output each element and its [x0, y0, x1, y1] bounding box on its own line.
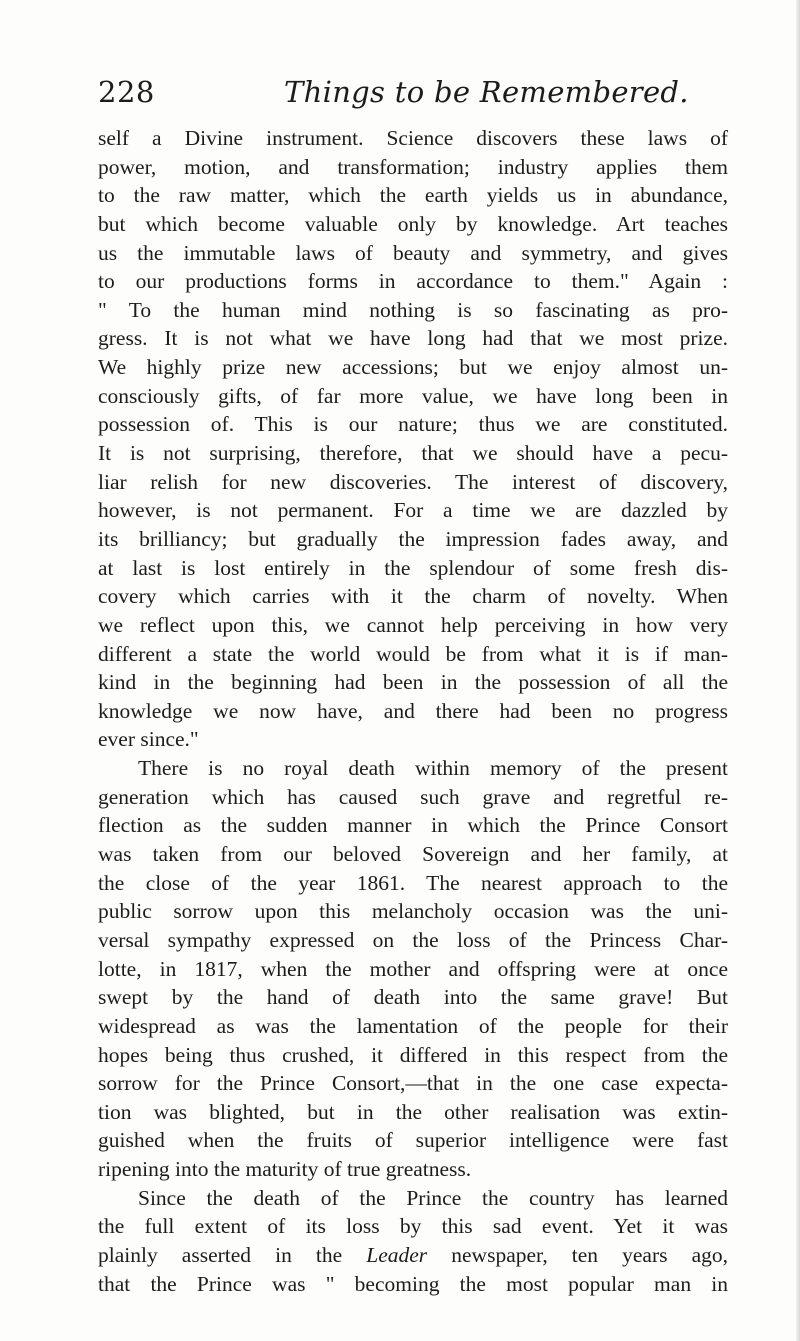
text-line: swept by the hand of death into the same grave! But	[98, 985, 728, 1010]
text-line: however, is not permanent. For a time we are dazzled by	[98, 498, 728, 523]
text-line: knowledge we now have, and there had been no progress	[98, 698, 728, 723]
running-head	[98, 76, 720, 116]
text-line: that the Prince was " becoming the most popular man in	[98, 1271, 728, 1296]
text-line: generation which has caused such grave and regretful re-	[98, 784, 728, 809]
text-line: its brilliancy; but gradually the impression fades away, and	[98, 526, 728, 551]
text-line: but which become valuable only by knowledge. Art teaches	[98, 211, 728, 236]
text-line: tion was blighted, but in the other realisation was extin-	[98, 1099, 728, 1124]
text-line: to the raw matter, which the earth yields us in abundance,	[98, 183, 728, 208]
text-line: consciously gifts, of far more value, we have long been in	[98, 383, 728, 408]
page-edge	[796, 0, 800, 1341]
text-line: plainly asserted in the Leader newspaper, ten years ago,	[98, 1242, 728, 1267]
text-line: versal sympathy expressed on the loss of the Princess Char-	[98, 927, 728, 952]
text-line: self a Divine instrument. Science discovers these laws of	[98, 126, 728, 150]
text-line: widespread as was the lamentation of the people for their	[98, 1013, 728, 1038]
text-line: to our productions forms in accordance to them." Again :	[98, 269, 728, 294]
body-text	[98, 124, 728, 1298]
running-title: Things to be Remembered.	[284, 75, 689, 109]
text-line: was taken from our beloved Sovereign and her family, at	[98, 842, 728, 867]
text-line: public sorrow upon this melancholy occasion was the uni-	[98, 899, 728, 924]
text-line: hopes being thus crushed, it differed in this respect from the	[98, 1042, 728, 1067]
text-line: kind in the beginning had been in the possession of all the	[98, 670, 728, 695]
paragraph-start-line: There is no royal death within memory of the present	[138, 756, 728, 781]
text-line: " To the human mind nothing is so fascinating as pro-	[98, 297, 728, 322]
page-number: 228	[98, 75, 155, 109]
text-line: covery which carries with it the charm of novelty. When	[98, 584, 728, 609]
text-line: we reflect upon this, we cannot help perceiving in how very	[98, 612, 728, 637]
paragraph-end-line: ripening into the maturity of true greatness.	[98, 1157, 472, 1182]
text-line: gress. It is not what we have long had that we most prize.	[98, 326, 728, 351]
text-line: at last is lost entirely in the splendour of some fresh dis-	[98, 555, 728, 580]
text-line: different a state the world would be from what it is if man-	[98, 641, 728, 666]
text-line: sorrow for the Prince Consort,—that in the one case expecta-	[98, 1071, 728, 1096]
text-line: lotte, in 1817, when the mother and offspring were at once	[98, 956, 728, 981]
text-line: power, motion, and transformation; industry applies them	[98, 154, 728, 179]
newspaper-title: Leader	[366, 1242, 428, 1267]
text-line: us the immutable laws of beauty and symmetry, and gives	[98, 240, 728, 265]
text-line: It is not surprising, therefore, that we should have a pecu-	[98, 441, 728, 466]
text-line: possession of. This is our nature; thus we are constituted.	[98, 412, 728, 437]
text-line: the close of the year 1861. The nearest approach to the	[98, 870, 728, 895]
text-line: flection as the sudden manner in which the Prince Consort	[98, 813, 728, 838]
text-line: We highly prize new accessions; but we enjoy almost un-	[98, 355, 728, 380]
text-line: liar relish for new discoveries. The interest of discovery,	[98, 469, 728, 494]
paragraph-end-line: ever since."	[98, 727, 199, 752]
text-line: guished when the fruits of superior intelligence were fast	[98, 1128, 728, 1153]
paragraph-start-line: Since the death of the Prince the country has learned	[138, 1185, 728, 1210]
text-line: the full extent of its loss by this sad event. Yet it was	[98, 1214, 728, 1239]
